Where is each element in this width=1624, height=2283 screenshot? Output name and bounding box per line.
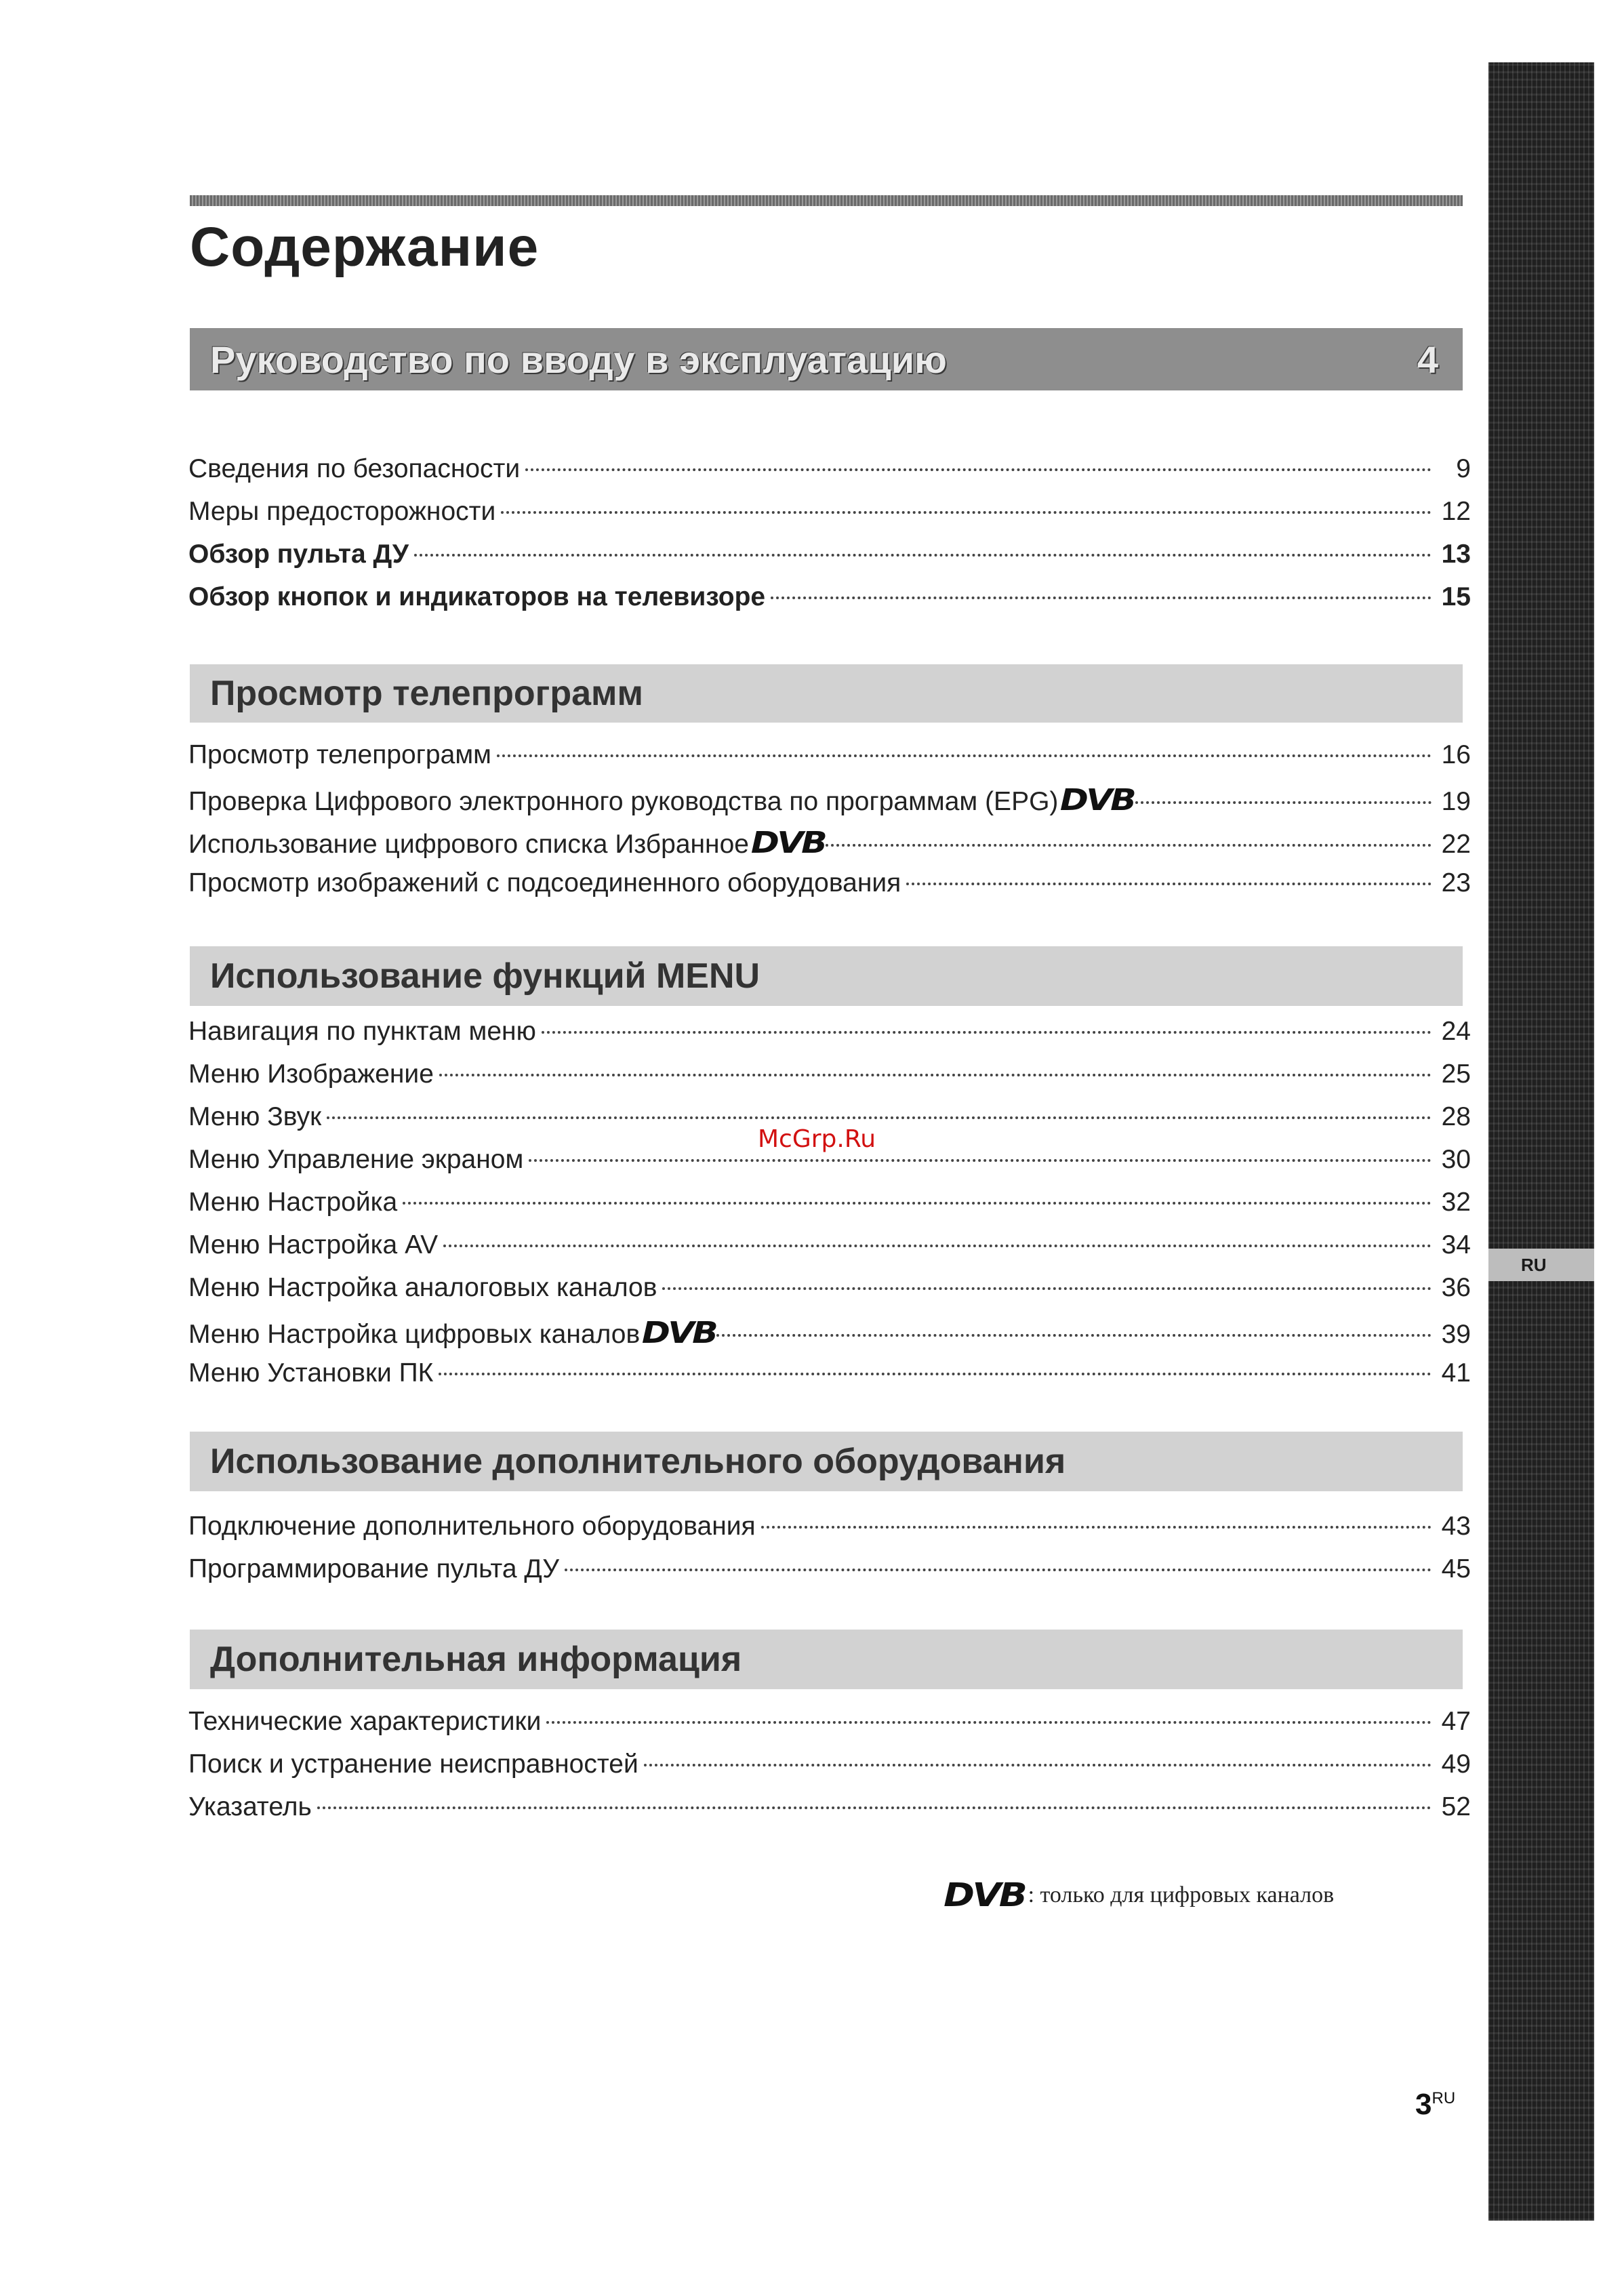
toc-item[interactable]: [188, 1273, 1471, 1316]
section-header-setup-guide[interactable]: [190, 328, 1463, 390]
section-header-additional-info[interactable]: [190, 1630, 1463, 1689]
toc-item-label: Проверка Цифрового электронного руководства по программам (EPG): [188, 787, 1059, 816]
toc-item-label: Навигация по пунктам меню: [188, 1017, 536, 1046]
leader-dots: [403, 1202, 1432, 1205]
toc-item-page: 43: [1441, 1512, 1471, 1541]
dvb-icon: DVB: [750, 826, 826, 860]
toc-item-page: 19: [1441, 787, 1471, 816]
leader-dots: [525, 468, 1432, 471]
toc-item-page: 32: [1441, 1188, 1471, 1217]
toc-item[interactable]: [188, 1358, 1471, 1401]
toc-item-label: Меню Настройка AV: [188, 1230, 439, 1259]
toc-item[interactable]: [188, 1512, 1471, 1554]
toc-item-label: Программирование пульта ДУ: [188, 1554, 559, 1583]
toc-item-page: 36: [1441, 1273, 1471, 1302]
leader-dots: [439, 1074, 1432, 1076]
toc-item-label: Меню Настройка: [188, 1188, 398, 1217]
watermark: McGrp.Ru: [758, 1125, 876, 1153]
toc-list-menu: [188, 1017, 1471, 1401]
toc-item-label: Поиск и устранение неисправностей: [188, 1750, 638, 1779]
toc-item-page: 25: [1441, 1059, 1471, 1089]
leader-dots: [542, 1031, 1432, 1034]
toc-item-label: Меню Установки ПК: [188, 1358, 434, 1388]
leader-dots: [327, 1116, 1432, 1119]
toc-list-optional-equipment: [188, 1512, 1471, 1597]
leader-dots: [529, 1159, 1432, 1162]
footnote-text: : только для цифровых каналов: [1028, 1882, 1335, 1907]
toc-item[interactable]: [188, 1707, 1471, 1750]
toc-item-label: Просмотр изображений с подсоединенного оборудования: [188, 868, 901, 897]
toc-item[interactable]: [188, 1017, 1471, 1059]
toc-list-setup-guide: [188, 454, 1471, 625]
toc-item-page: 9: [1456, 454, 1471, 483]
toc-item[interactable]: [188, 454, 1471, 497]
leader-dots: [716, 1334, 1432, 1337]
toc-item-label: Меню Звук: [188, 1102, 322, 1131]
toc-item-page: 16: [1441, 740, 1471, 769]
toc-item-page: 41: [1441, 1358, 1471, 1388]
leader-dots: [439, 1373, 1432, 1375]
section-title: Дополнительная информация: [210, 1640, 742, 1679]
toc-item[interactable]: [188, 740, 1471, 783]
dvb-footnote: [943, 1876, 1335, 1914]
toc-item-page: 34: [1441, 1230, 1471, 1259]
toc-item-label: Меню Настройка аналоговых каналов: [188, 1273, 657, 1302]
dvb-icon: DVB: [642, 1316, 716, 1350]
page-number: [1415, 2088, 1455, 2122]
leader-dots: [906, 883, 1432, 885]
toc-item-page: 12: [1441, 497, 1471, 526]
toc-item-label: Меню Изображение: [188, 1059, 434, 1089]
leader-dots: [546, 1721, 1432, 1724]
toc-item[interactable]: [188, 1792, 1471, 1835]
toc-item-page: 22: [1441, 830, 1471, 859]
toc-item-page: 30: [1441, 1145, 1471, 1174]
toc-item-page: 13: [1441, 540, 1471, 569]
toc-item-page: 52: [1441, 1792, 1471, 1821]
toc-list-additional-info: [188, 1707, 1471, 1835]
toc-item[interactable]: [188, 868, 1471, 911]
section-header-watching-tv[interactable]: [190, 664, 1463, 723]
toc-item-label: Сведения по безопасности: [188, 454, 521, 483]
section-title: Руководство по вводу в эксплуатацию: [210, 338, 947, 381]
toc-item-page: 28: [1441, 1102, 1471, 1131]
toc-item-label: Меры предосторожности: [188, 497, 496, 526]
toc-item-page: 15: [1441, 582, 1471, 611]
toc-item[interactable]: [188, 1230, 1471, 1273]
page-edge-band: [1488, 62, 1594, 2221]
toc-item-page: 23: [1441, 868, 1471, 897]
section-page: 4: [1417, 338, 1438, 381]
section-title: Использование функций MENU: [210, 956, 760, 996]
leader-dots: [761, 1526, 1432, 1529]
toc-item-page: 39: [1441, 1320, 1471, 1349]
toc-item-label: Обзор пульта ДУ: [188, 540, 409, 569]
toc-item-page: 45: [1441, 1554, 1471, 1583]
page-number-suffix: RU: [1432, 2089, 1456, 2107]
toc-item-label: Меню Настройка цифровых каналов: [188, 1320, 641, 1349]
toc-item-label: Технические характеристики: [188, 1707, 542, 1736]
toc-item[interactable]: [188, 540, 1471, 582]
toc-item-label: Меню Управление экраном: [188, 1145, 524, 1174]
leader-dots: [826, 844, 1432, 847]
leader-dots: [771, 597, 1432, 599]
language-tab: RU: [1488, 1249, 1594, 1281]
toc-item[interactable]: [188, 1316, 1471, 1358]
leader-dots: [1135, 801, 1432, 804]
dvb-icon: DVB: [1060, 783, 1135, 817]
section-title: Использование дополнительного оборудования: [210, 1442, 1066, 1481]
dvb-icon: DVB: [943, 1876, 1026, 1914]
leader-dots: [317, 1806, 1432, 1809]
leader-dots: [414, 554, 1432, 557]
toc-item[interactable]: [188, 497, 1471, 540]
toc-item[interactable]: [188, 826, 1471, 868]
toc-item-page: 49: [1441, 1750, 1471, 1779]
section-header-menu[interactable]: [190, 946, 1463, 1006]
leader-dots: [497, 754, 1432, 757]
toc-item-page: 47: [1441, 1707, 1471, 1736]
toc-item-label: Указатель: [188, 1792, 312, 1821]
toc-item-label: Подключение дополнительного оборудования: [188, 1512, 756, 1541]
toc-item-label: Использование цифрового списка Избранное: [188, 830, 749, 859]
leader-dots: [565, 1569, 1432, 1571]
toc-item-label: Обзор кнопок и индикаторов на телевизоре: [188, 582, 766, 611]
toc-item-page: 24: [1441, 1017, 1471, 1046]
toc-item[interactable]: [188, 1750, 1471, 1792]
section-title: Просмотр телепрограмм: [210, 674, 643, 713]
leader-dots: [501, 511, 1432, 514]
leader-dots: [644, 1764, 1432, 1766]
toc-item[interactable]: [188, 1059, 1471, 1102]
toc-list-watching-tv: [188, 740, 1471, 911]
toc-item[interactable]: [188, 783, 1471, 826]
leader-dots: [443, 1245, 1432, 1247]
toc-item[interactable]: [188, 582, 1471, 625]
top-rule: [190, 195, 1463, 206]
toc-item[interactable]: [188, 1188, 1471, 1230]
page-title: Содержание: [190, 216, 540, 278]
toc-item-label: Просмотр телепрограмм: [188, 740, 491, 769]
section-header-optional-equipment[interactable]: [190, 1432, 1463, 1491]
toc-item[interactable]: [188, 1554, 1471, 1597]
leader-dots: [662, 1287, 1432, 1290]
page-number-value: 3: [1415, 2088, 1432, 2121]
